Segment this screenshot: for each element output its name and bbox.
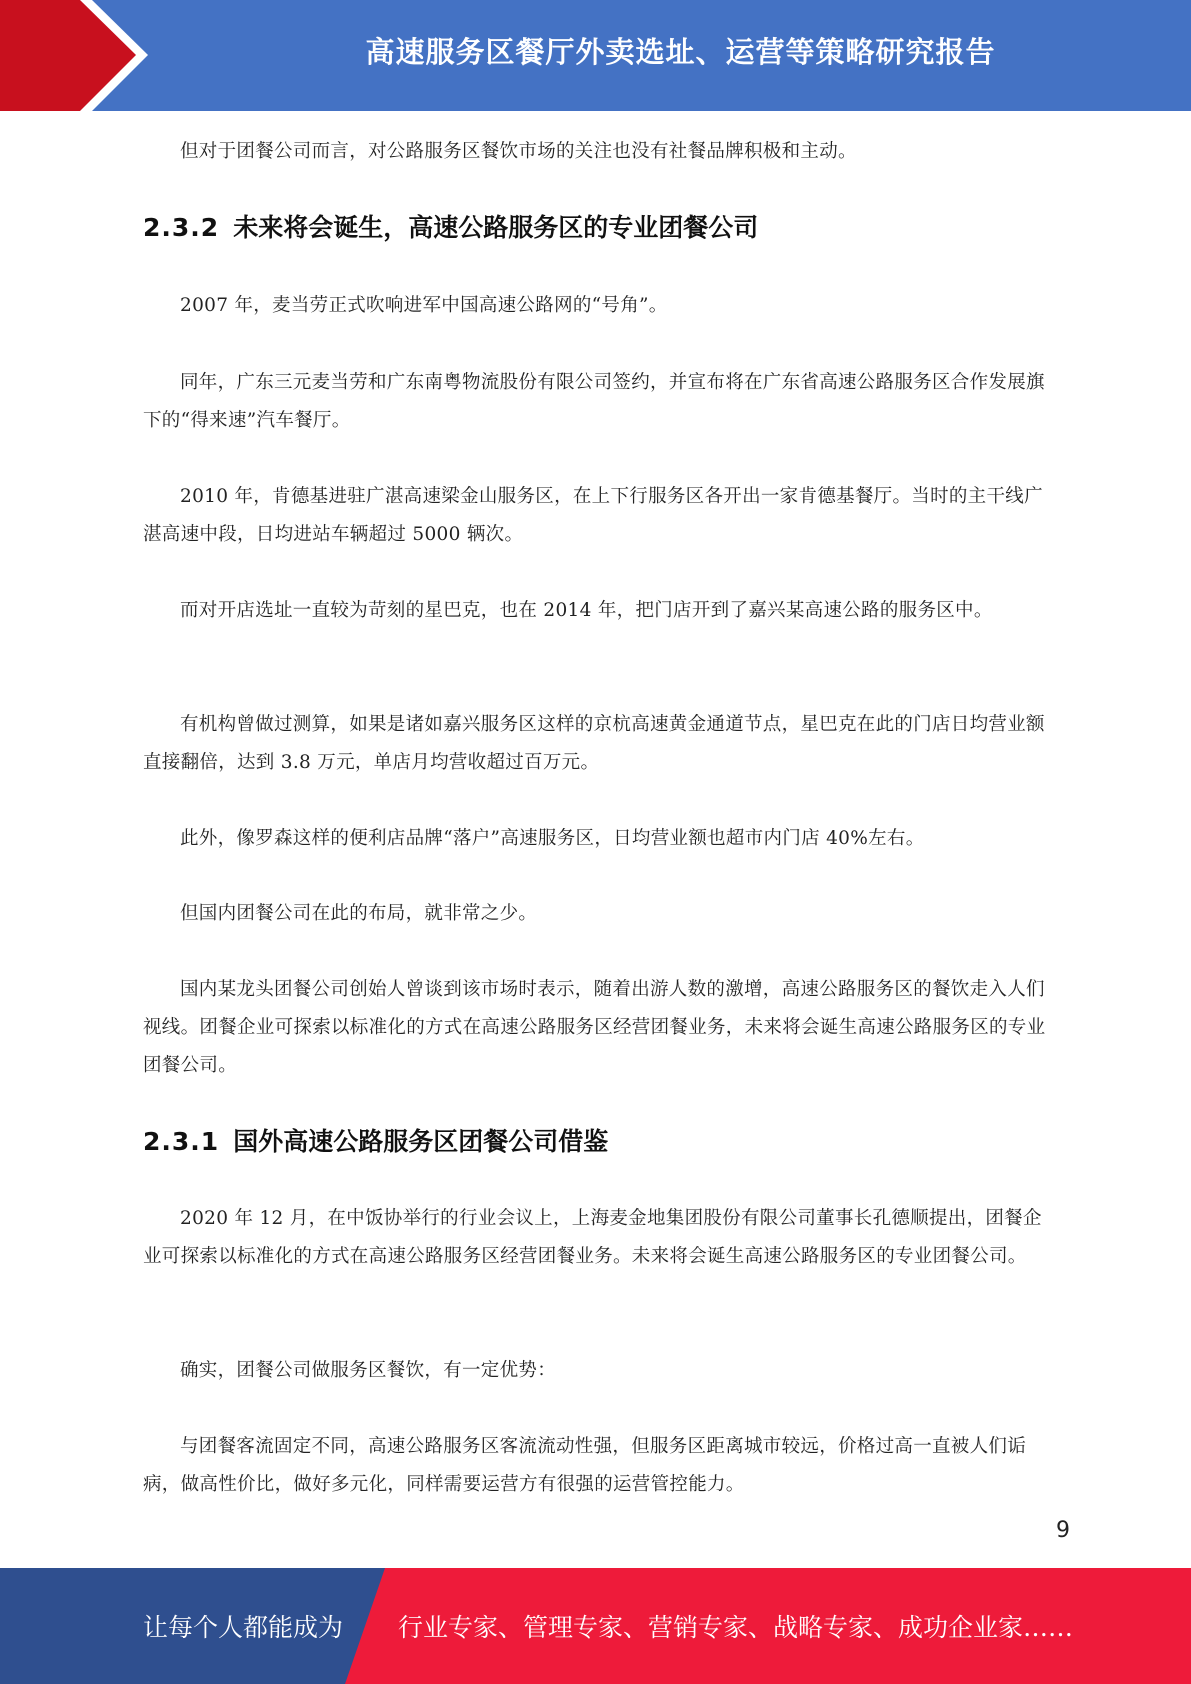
paragraph: 但对于团餐公司而言，对公路服务区餐饮市场的关注也没有社餐品牌积极和主动。	[180, 141, 857, 162]
page-header	[0, 0, 1191, 111]
paragraph: 2010 年，肯德基进驻广湛高速梁金山服务区，在上下行服务区各开出一家肯德基餐厅。当时的主干线广湛高速中段，日均进站车辆超过 5000 辆次。	[143, 486, 1043, 545]
section-title: 国外高速公路服务区团餐公司借鉴	[233, 1127, 609, 1156]
section-title: 未来将会诞生，高速公路服务区的专业团餐公司	[233, 213, 759, 242]
paragraph: 与团餐客流固定不同，高速公路服务区客流流动性强，但服务区距离城市较远，价格过高一直被人们诟病，做高性价比，做好多元化，同样需要运营方有很强的运营管控能力。	[143, 1436, 1027, 1495]
report-title: 高速服务区餐厅外卖选址、运营等策略研究报告	[365, 34, 996, 69]
paragraph: 国内某龙头团餐公司创始人曾谈到该市场时表示，随着出游人数的激增，高速公路服务区的餐饮走入人们视线。团餐企业可探索以标准化的方式在高速公路服务区经营团餐业务，未来将会诞生高速公路服务区的专业团餐公司。	[143, 979, 1046, 1076]
paragraph: 确实，团餐公司做服务区餐饮，有一定优势：	[180, 1360, 557, 1381]
paragraph: 但国内团餐公司在此的布局，就非常之少。	[180, 903, 538, 924]
footer-slogan-left: 让每个人都能成为	[143, 1613, 344, 1642]
page-number: 9	[1056, 1518, 1070, 1543]
paragraph: 此外，像罗森这样的便利店品牌“落户”高速服务区，日均营业额也超市内门店 40%左右。	[180, 828, 925, 849]
section-number: 2.3.2	[143, 213, 220, 242]
section-number: 2.3.1	[143, 1127, 220, 1156]
paragraph: 2007 年，麦当劳正式吹响进军中国高速公路网的“号角”。	[180, 295, 668, 316]
paragraph: 同年，广东三元麦当劳和广东南粤物流股份有限公司签约，并宣布将在广东省高速公路服务区合作发展旗下的“得来速”汽车餐厅。	[143, 372, 1045, 431]
paragraph: 2020 年 12 月，在中饭协举行的行业会议上，上海麦金地集团股份有限公司董事长孔德顺提出，团餐企业可探索以标准化的方式在高速公路服务区经营团餐业务。未来将会诞生高速公路服务区的专业团餐公司。	[143, 1208, 1042, 1267]
page-footer	[0, 1568, 1191, 1684]
paragraph: 有机构曾做过测算，如果是诸如嘉兴服务区这样的京杭高速黄金通道节点，星巴克在此的门店日均营业额直接翻倍，达到 3.8 万元，单店月均营收超过百万元。	[143, 714, 1045, 773]
section-heading-2-3-1	[143, 1122, 1047, 1158]
footer-slogan-right: 行业专家、管理专家、营销专家、战略专家、成功企业家……	[398, 1613, 1074, 1642]
paragraph: 而对开店选址一直较为苛刻的星巴克，也在 2014 年，把门店开到了嘉兴某高速公路的服务区中。	[180, 600, 993, 621]
section-heading-2-3-2	[143, 208, 1047, 244]
